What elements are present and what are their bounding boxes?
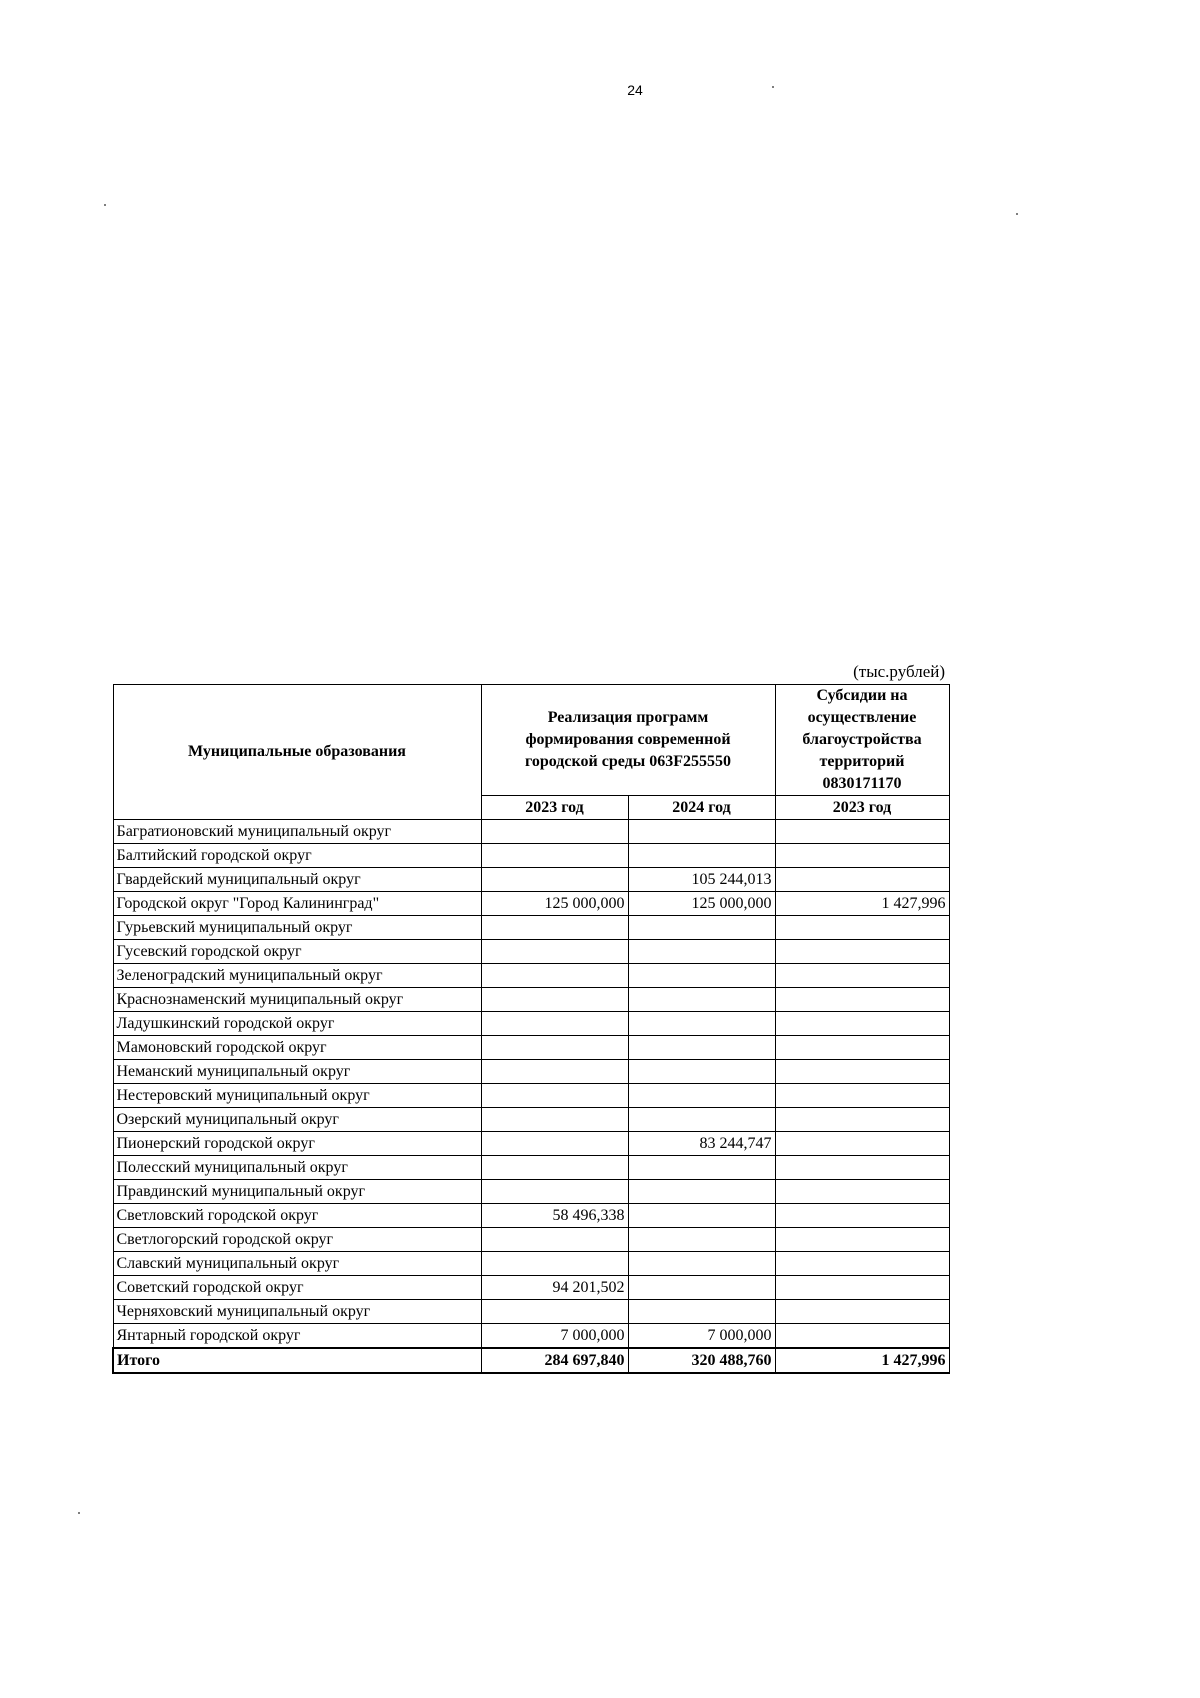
column-header-program: Реализация программ формирования современной городской среды 063F255550	[481, 685, 775, 796]
units-label: (тыс.рублей)	[853, 662, 945, 681]
municipality-name: Полесский муниципальный округ	[113, 1156, 481, 1180]
program-2023-value: 7 000,000	[481, 1324, 628, 1349]
table-row	[113, 1060, 949, 1084]
scan-speck	[1016, 213, 1018, 215]
program-2024-value	[628, 1180, 775, 1204]
subsidy-2023-value	[775, 1084, 949, 1108]
table-row	[113, 868, 949, 892]
program-2024-value	[628, 1036, 775, 1060]
subsidy-table	[112, 684, 950, 1374]
municipality-name: Славский муниципальный округ	[113, 1252, 481, 1276]
year-header-program-2023: 2023 год	[481, 796, 628, 820]
year-header-subsidy-2023: 2023 год	[775, 796, 949, 820]
subsidy-2023-value	[775, 844, 949, 868]
program-2024-value: 125 000,000	[628, 892, 775, 916]
table-row	[113, 1084, 949, 1108]
total-program-2023: 284 697,840	[481, 1348, 628, 1373]
program-2024-value: 83 244,747	[628, 1132, 775, 1156]
municipality-name: Советский городской округ	[113, 1276, 481, 1300]
program-2024-value	[628, 940, 775, 964]
program-2024-value	[628, 1156, 775, 1180]
program-2024-value	[628, 1084, 775, 1108]
program-2023-value	[481, 1180, 628, 1204]
program-2024-value	[628, 844, 775, 868]
program-2023-value	[481, 1252, 628, 1276]
municipality-name: Гвардейский муниципальный округ	[113, 868, 481, 892]
program-2023-value: 125 000,000	[481, 892, 628, 916]
program-2023-value	[481, 1060, 628, 1084]
table-body	[113, 820, 949, 1374]
program-2024-value	[628, 916, 775, 940]
program-2023-value	[481, 1300, 628, 1324]
table-row	[113, 1012, 949, 1036]
table-row	[113, 1324, 949, 1349]
program-2023-value	[481, 1132, 628, 1156]
municipality-name: Неманский муниципальный округ	[113, 1060, 481, 1084]
municipality-name: Балтийский городской округ	[113, 844, 481, 868]
program-2023-value: 94 201,502	[481, 1276, 628, 1300]
subsidy-2023-value: 1 427,996	[775, 892, 949, 916]
table-row	[113, 1132, 949, 1156]
municipality-name: Правдинский муниципальный округ	[113, 1180, 481, 1204]
program-2023-value	[481, 964, 628, 988]
table-row	[113, 1108, 949, 1132]
subsidy-2023-value	[775, 940, 949, 964]
program-2023-value	[481, 1084, 628, 1108]
program-2024-value	[628, 1060, 775, 1084]
table-row	[113, 1204, 949, 1228]
program-2024-value: 105 244,013	[628, 868, 775, 892]
municipality-name: Мамоновский городской округ	[113, 1036, 481, 1060]
program-2024-value	[628, 1300, 775, 1324]
subsidy-2023-value	[775, 1156, 949, 1180]
subsidy-2023-value	[775, 1060, 949, 1084]
table-row	[113, 1156, 949, 1180]
program-2023-value	[481, 1156, 628, 1180]
scan-speck	[104, 204, 106, 206]
municipality-name: Светлогорский городской округ	[113, 1228, 481, 1252]
subsidy-2023-value	[775, 1132, 949, 1156]
municipality-name: Зеленоградский муниципальный округ	[113, 964, 481, 988]
table-row	[113, 1276, 949, 1300]
program-2023-value	[481, 1036, 628, 1060]
municipality-name: Багратионовский муниципальный округ	[113, 820, 481, 844]
program-2024-value	[628, 964, 775, 988]
program-2023-value	[481, 1228, 628, 1252]
subsidy-2023-value	[775, 916, 949, 940]
subsidy-2023-value	[775, 868, 949, 892]
table-row	[113, 916, 949, 940]
subsidy-2023-value	[775, 988, 949, 1012]
municipality-name: Светловский городской округ	[113, 1204, 481, 1228]
municipality-name: Краснознаменский муниципальный округ	[113, 988, 481, 1012]
program-2023-value	[481, 988, 628, 1012]
program-2023-value	[481, 820, 628, 844]
table-row	[113, 1180, 949, 1204]
program-2023-value	[481, 916, 628, 940]
program-2023-value	[481, 940, 628, 964]
table-row	[113, 892, 949, 916]
program-2024-value	[628, 1228, 775, 1252]
program-2024-value	[628, 1204, 775, 1228]
subsidy-2023-value	[775, 964, 949, 988]
table-row	[113, 940, 949, 964]
table-row	[113, 1036, 949, 1060]
municipality-name: Городской округ "Город Калининград"	[113, 892, 481, 916]
program-2024-value	[628, 820, 775, 844]
municipality-name: Гурьевский муниципальный округ	[113, 916, 481, 940]
municipality-name: Янтарный городской округ	[113, 1324, 481, 1349]
municipality-name: Черняховский муниципальный округ	[113, 1300, 481, 1324]
table-row	[113, 1252, 949, 1276]
municipality-name: Ладушкинский городской округ	[113, 1012, 481, 1036]
program-2023-value	[481, 868, 628, 892]
municipality-name: Пионерский городской округ	[113, 1132, 481, 1156]
subsidy-2023-value	[775, 1252, 949, 1276]
program-2024-value	[628, 1276, 775, 1300]
program-2023-value	[481, 1108, 628, 1132]
subsidy-2023-value	[775, 1324, 949, 1349]
program-2024-value	[628, 988, 775, 1012]
subsidy-2023-value	[775, 1228, 949, 1252]
subsidy-2023-value	[775, 1180, 949, 1204]
year-header-program-2024: 2024 год	[628, 796, 775, 820]
table-row	[113, 844, 949, 868]
total-program-2024: 320 488,760	[628, 1348, 775, 1373]
page-number: 24	[627, 82, 643, 98]
column-header-municipalities: Муниципальные образования	[113, 685, 481, 820]
municipality-name: Гусевский городской округ	[113, 940, 481, 964]
scan-speck	[78, 1512, 80, 1514]
table-row	[113, 1300, 949, 1324]
program-2024-value	[628, 1252, 775, 1276]
program-2024-value	[628, 1012, 775, 1036]
subsidy-2023-value	[775, 1300, 949, 1324]
program-2023-value	[481, 844, 628, 868]
subsidy-2023-value	[775, 1108, 949, 1132]
column-header-subsidy: Субсидии на осуществление благоустройства территорий 0830171170	[775, 685, 949, 796]
subsidy-2023-value	[775, 1276, 949, 1300]
program-2024-value	[628, 1108, 775, 1132]
program-2023-value	[481, 1012, 628, 1036]
table-row	[113, 988, 949, 1012]
subsidy-2023-value	[775, 820, 949, 844]
total-row	[113, 1348, 949, 1373]
municipality-name: Озерский муниципальный округ	[113, 1108, 481, 1132]
subsidy-2023-value	[775, 1012, 949, 1036]
subsidy-2023-value	[775, 1204, 949, 1228]
table-row	[113, 964, 949, 988]
total-label: Итого	[113, 1348, 481, 1373]
subsidy-2023-value	[775, 1036, 949, 1060]
program-2024-value: 7 000,000	[628, 1324, 775, 1349]
program-2023-value: 58 496,338	[481, 1204, 628, 1228]
total-subsidy-2023: 1 427,996	[775, 1348, 949, 1373]
table-row	[113, 1228, 949, 1252]
table-row	[113, 820, 949, 844]
scan-speck	[772, 86, 774, 88]
municipality-name: Нестеровский муниципальный округ	[113, 1084, 481, 1108]
